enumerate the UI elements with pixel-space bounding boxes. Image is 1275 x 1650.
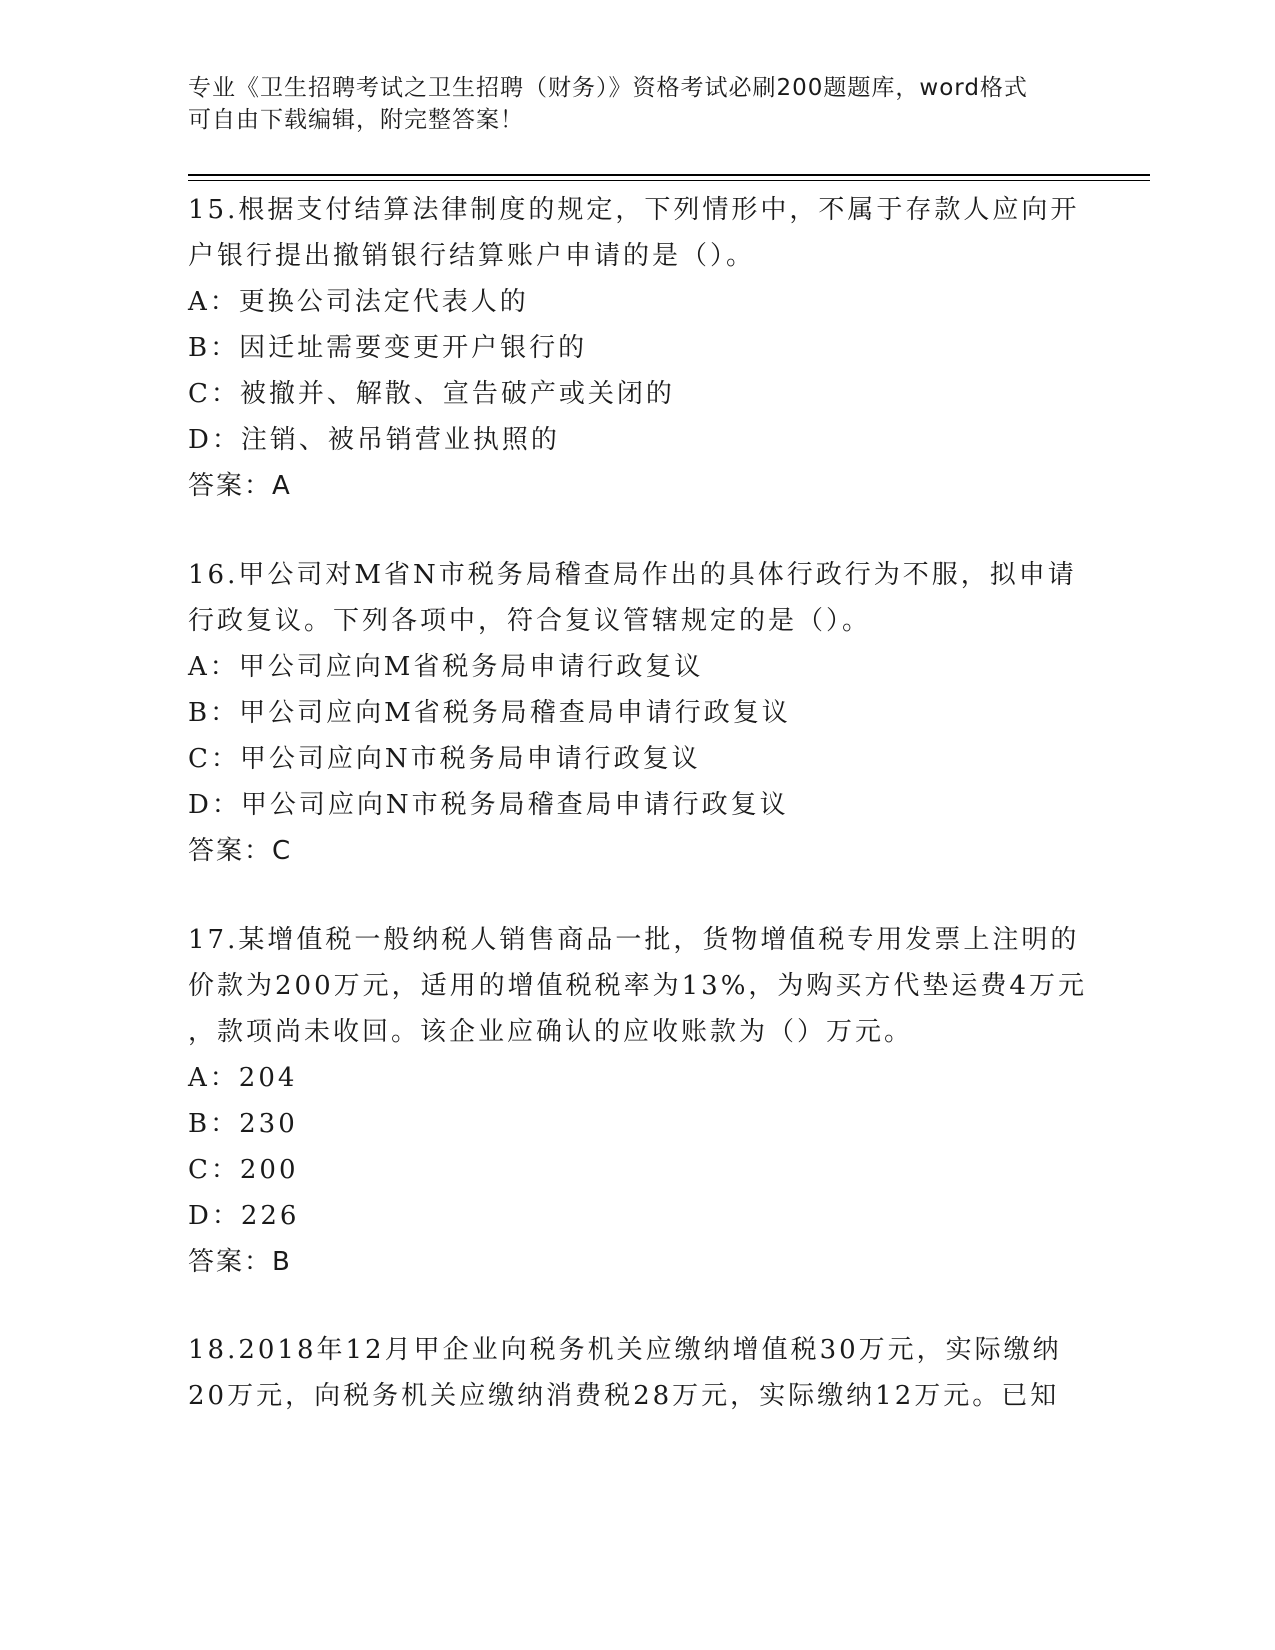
question-17 [188, 917, 1088, 1285]
question-stem-line: 17.某增值税一般纳税人销售商品一批，货物增值税专用发票上注明的 [188, 925, 1080, 955]
option-b: B：230 [188, 1109, 298, 1139]
question-stem-line: 20万元，向税务机关应缴纳消费税28万元，实际缴纳12万元。已知 [188, 1381, 1060, 1411]
option-b: B：因迁址需要变更开户银行的 [188, 333, 588, 363]
option-c: C：甲公司应向N市税务局申请行政复议 [188, 744, 701, 774]
question-stem-line: 行政复议。下列各项中，符合复议管辖规定的是（）。 [188, 606, 872, 636]
header-line-1: 专业《卫生招聘考试之卫生招聘（财务）》资格考试必刷200题题库，word格式 [188, 75, 1028, 101]
option-a: A：204 [188, 1063, 298, 1093]
option-d: D：甲公司应向N市税务局稽查局申请行政复议 [188, 790, 789, 820]
answer-line: 答案：B [188, 1247, 292, 1277]
option-c: C：被撤并、解散、宣告破产或关闭的 [188, 379, 675, 409]
option-a: A：更换公司法定代表人的 [188, 287, 529, 317]
header-divider-thick [188, 174, 1150, 176]
question-stem-line: 18.2018年12月甲企业向税务机关应缴纳增值税30万元，实际缴纳 [188, 1335, 1062, 1365]
question-16 [188, 552, 1088, 874]
question-stem-line: 价款为200万元，适用的增值税税率为13%，为购买方代垫运费4万元 [188, 971, 1087, 1001]
question-stem-line: ，款项尚未收回。该企业应确认的应收账款为（）万元。 [188, 1017, 914, 1047]
option-c: C：200 [188, 1155, 299, 1185]
answer-line: 答案：A [188, 471, 292, 501]
option-b: B：甲公司应向M省税务局稽查局申请行政复议 [188, 698, 791, 728]
option-a: A：甲公司应向M省税务局申请行政复议 [188, 652, 704, 682]
question-stem-line: 户银行提出撤销银行结算账户申请的是（）。 [188, 241, 756, 271]
question-18 [188, 1327, 1088, 1419]
question-stem-line: 15.根据支付结算法律制度的规定，下列情形中，不属于存款人应向开 [188, 195, 1080, 225]
question-15 [188, 187, 1088, 509]
document-header [188, 72, 1088, 136]
header-line-2: 可自由下载编辑，附完整答案！ [188, 107, 524, 133]
option-d: D：注销、被吊销营业执照的 [188, 425, 560, 455]
answer-line: 答案：C [188, 836, 293, 866]
option-d: D：226 [188, 1201, 300, 1231]
header-divider-thin [188, 180, 1150, 181]
question-stem-line: 16.甲公司对M省N市税务局稽查局作出的具体行政行为不服，拟申请 [188, 560, 1077, 590]
